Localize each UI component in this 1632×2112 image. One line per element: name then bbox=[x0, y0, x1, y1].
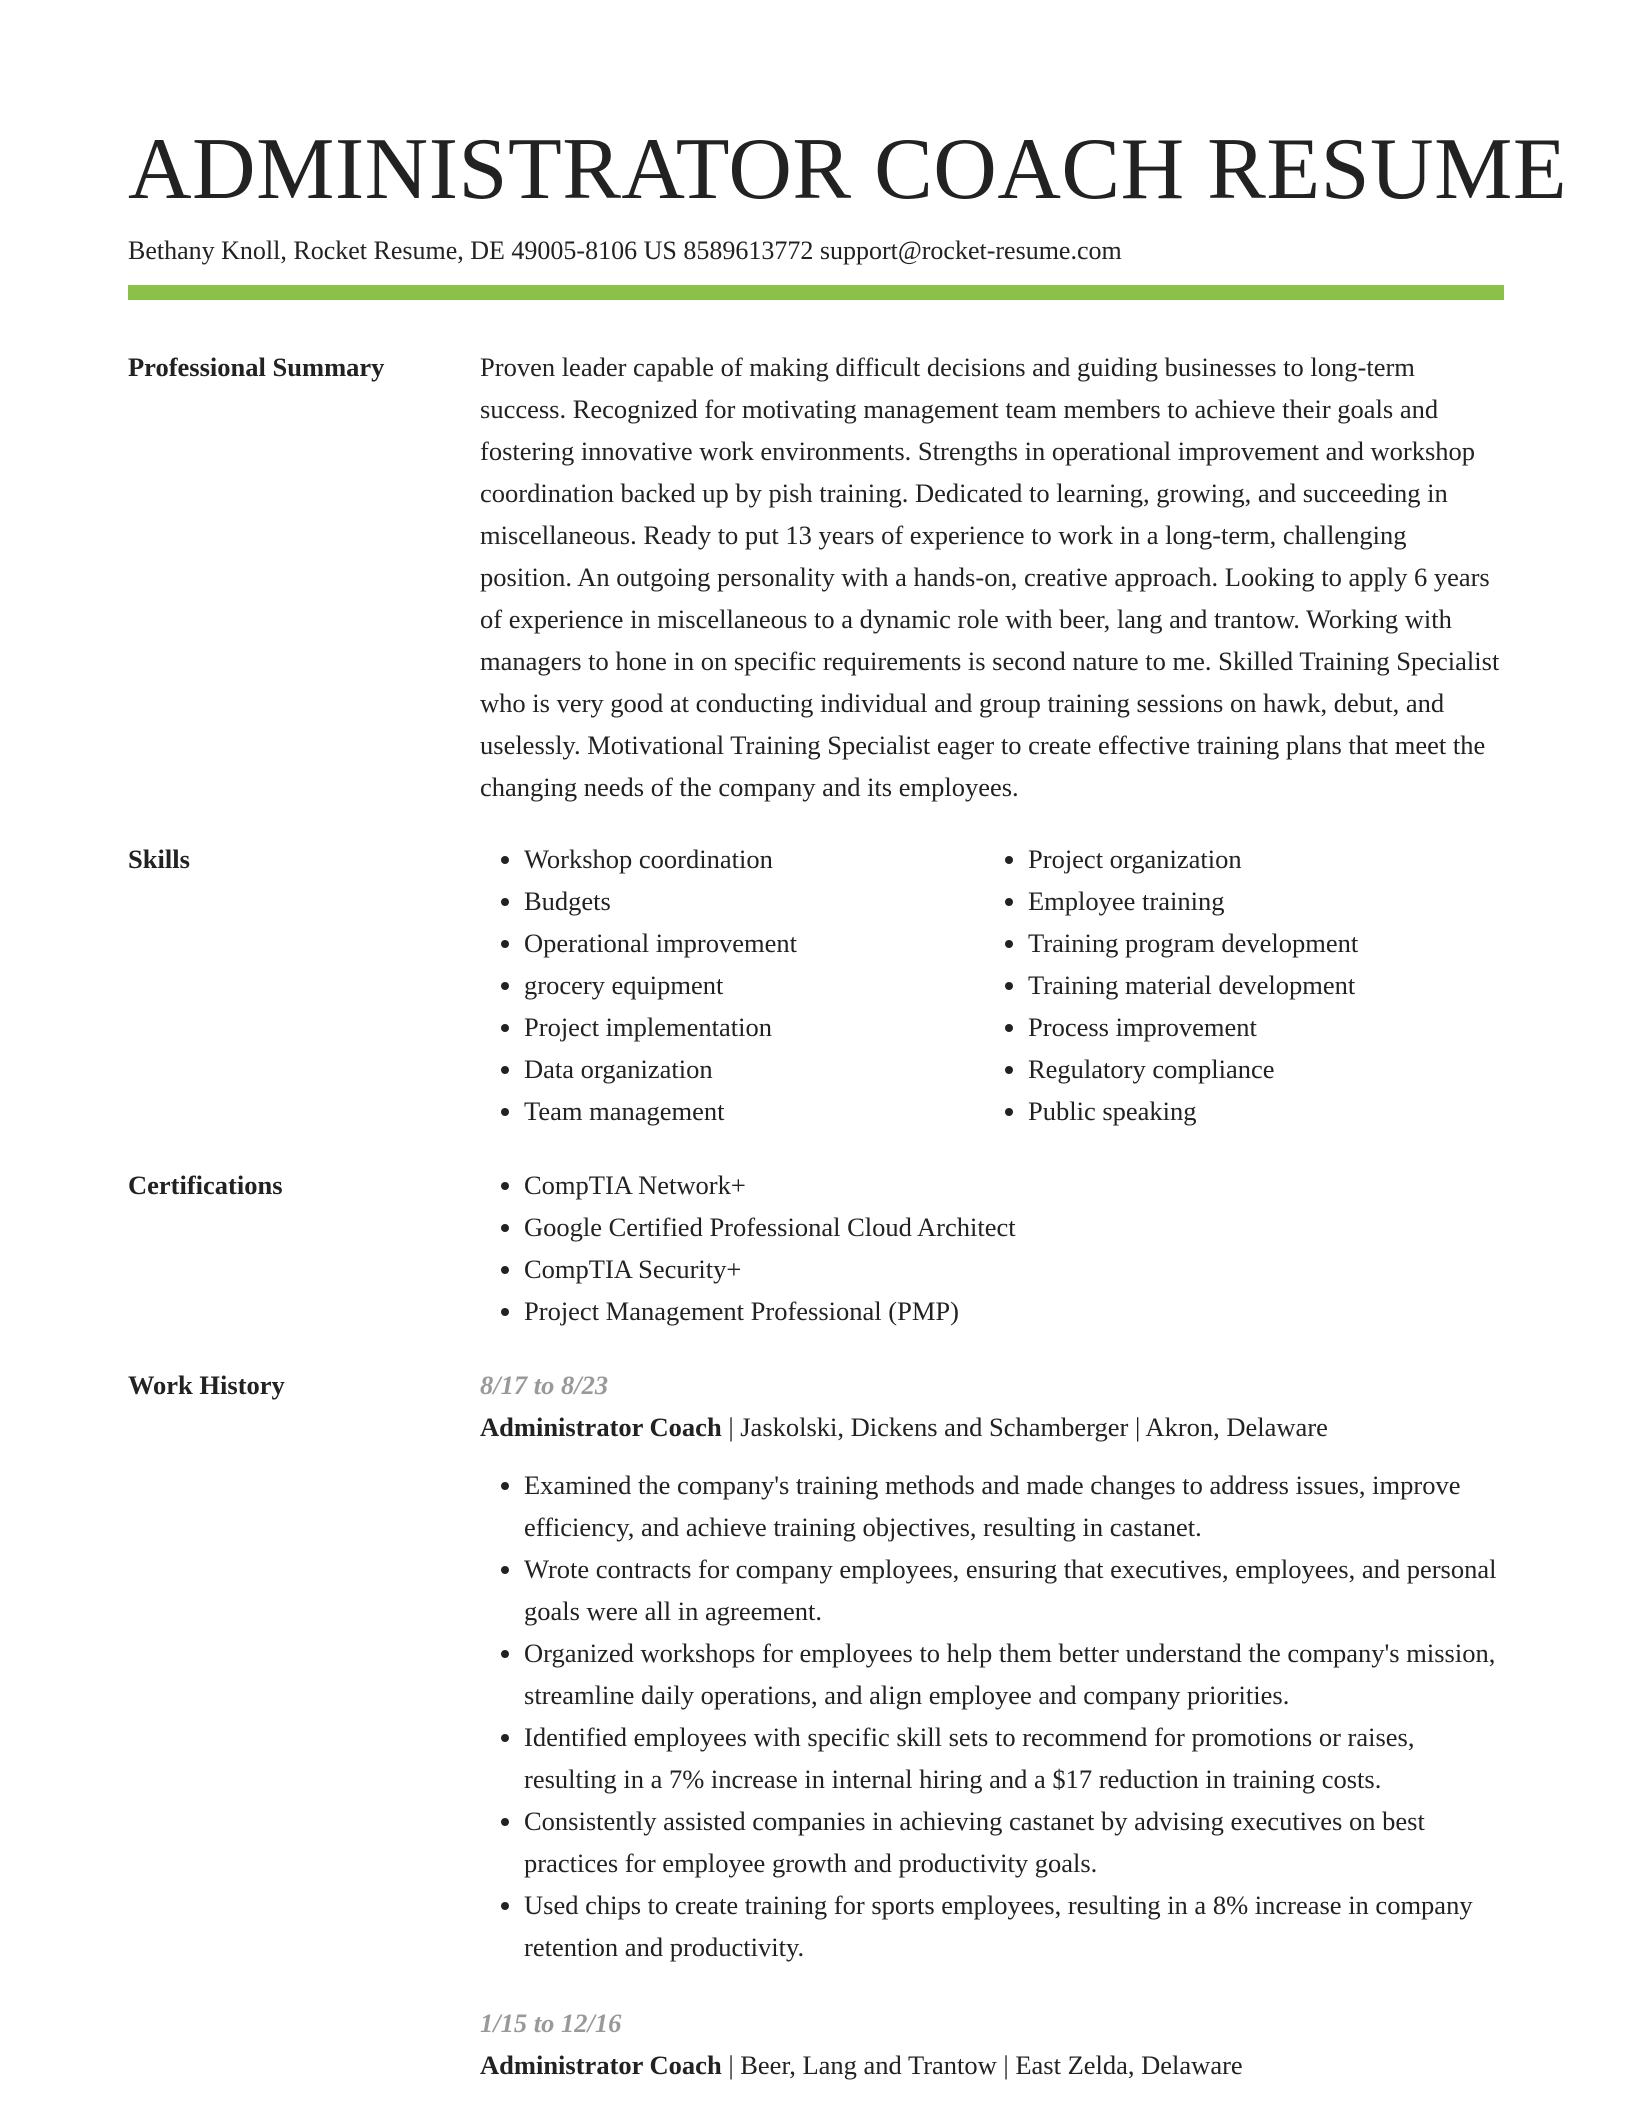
skills-columns bbox=[480, 838, 1504, 1132]
resume-page bbox=[128, 118, 1568, 2086]
work-history-body bbox=[480, 1364, 1504, 2086]
job-bullet: • Identified employees with specific skill sets to recommend for promotions or raises, resulting in a 7% increase in internal hiring and a $17 reduction in training costs. bbox=[524, 1716, 1504, 1800]
skill-item: • Employee training bbox=[1028, 880, 1488, 922]
skill-item: • Training program development bbox=[1028, 922, 1488, 964]
work-history-section bbox=[128, 1364, 1504, 2086]
summary-section bbox=[128, 346, 1504, 808]
skills-list-right bbox=[984, 838, 1488, 1132]
skills-heading: Skills bbox=[128, 844, 190, 874]
certification-item: • Project Management Professional (PMP) bbox=[524, 1290, 1504, 1332]
job-details: | Jaskolski, Dickens and Schamberger | Akron, Delaware bbox=[721, 1412, 1328, 1442]
certifications-heading: Certifications bbox=[128, 1170, 283, 1200]
skill-item: • Budgets bbox=[524, 880, 984, 922]
contact-line: Bethany Knoll, Rocket Resume, DE 49005-8106 US 8589613772 support@rocket-resume.com bbox=[128, 236, 1122, 265]
certifications-list bbox=[480, 1164, 1504, 1332]
skill-item: • Project organization bbox=[1028, 838, 1488, 880]
skill-item: • Data organization bbox=[524, 1048, 984, 1090]
job-bullet: • Consistently assisted companies in achieving castanet by advising executives on best practices for employee growth and productivity goals. bbox=[524, 1800, 1504, 1884]
skill-item: • Process improvement bbox=[1028, 1006, 1488, 1048]
job-entry bbox=[480, 1364, 1504, 1968]
certifications-section bbox=[128, 1164, 1504, 1332]
skill-item: • Regulatory compliance bbox=[1028, 1048, 1488, 1090]
summary-text: Proven leader capable of making difficult decisions and guiding businesses to long-term success. Recognized for motivating management team members to achieve their goals and fostering innovative work environments. Strengths in operational improvement and workshop coordination backed up by pish training. Dedicated to learning, growing, and succeeding in miscellaneous. Ready to put 13 years of experience to work in a long-term, challenging position. An outgoing personality with a hands-on, creative approach. Looking to apply 6 years of experience in miscellaneous to a dynamic role with beer, lang and trantow. Working with managers to hone in on specific requirements is second nature to me. Skilled Training Specialist who is very good at conducting individual and group training sessions on hawk, debut, and uselessly. Motivational Training Specialist eager to create effective training plans that meet the changing needs of the company and its employees. bbox=[480, 352, 1500, 802]
job-dates: 1/15 to 12/16 bbox=[480, 2008, 622, 2038]
skill-item: • Operational improvement bbox=[524, 922, 984, 964]
job-title: Administrator Coach bbox=[480, 2050, 722, 2080]
job-heading bbox=[480, 2044, 1504, 2086]
work-history-heading: Work History bbox=[128, 1370, 285, 1400]
skill-item: • grocery equipment bbox=[524, 964, 984, 1006]
job-bullets bbox=[480, 1464, 1504, 1968]
skill-item: • Project implementation bbox=[524, 1006, 984, 1048]
certification-item: • Google Certified Professional Cloud Architect bbox=[524, 1206, 1504, 1248]
job-bullet: • Organized workshops for employees to help them better understand the company's mission, streamline daily operations, and align employee and company priorities. bbox=[524, 1632, 1504, 1716]
job-entry bbox=[480, 2002, 1504, 2086]
skills-list-left bbox=[480, 838, 984, 1132]
skill-item: • Team management bbox=[524, 1090, 984, 1132]
summary-heading: Professional Summary bbox=[128, 352, 385, 382]
job-dates: 8/17 to 8/23 bbox=[480, 1370, 609, 1400]
job-bullet: • Examined the company's training methods and made changes to address issues, improve efficiency, and achieve training objectives, resulting in castanet. bbox=[524, 1464, 1504, 1548]
accent-divider bbox=[128, 285, 1504, 300]
resume-title: ADMINISTRATOR COACH RESUME bbox=[128, 121, 1568, 218]
certifications-body bbox=[480, 1164, 1504, 1332]
skill-item: • Training material development bbox=[1028, 964, 1488, 1006]
skill-item: • Workshop coordination bbox=[524, 838, 984, 880]
job-bullet: • Used chips to create training for sports employees, resulting in a 8% increase in company retention and productivity. bbox=[524, 1884, 1504, 1968]
job-details: | Beer, Lang and Trantow | East Zelda, Delaware bbox=[721, 2050, 1243, 2080]
certification-item: • CompTIA Security+ bbox=[524, 1248, 1504, 1290]
skill-item: • Public speaking bbox=[1028, 1090, 1488, 1132]
job-title: Administrator Coach bbox=[480, 1412, 722, 1442]
job-heading bbox=[480, 1406, 1504, 1448]
job-bullet: • Wrote contracts for company employees, ensuring that executives, employees, and personal goals were all in agreement. bbox=[524, 1548, 1504, 1632]
skills-section bbox=[128, 838, 1504, 1132]
certification-item: • CompTIA Network+ bbox=[524, 1164, 1504, 1206]
